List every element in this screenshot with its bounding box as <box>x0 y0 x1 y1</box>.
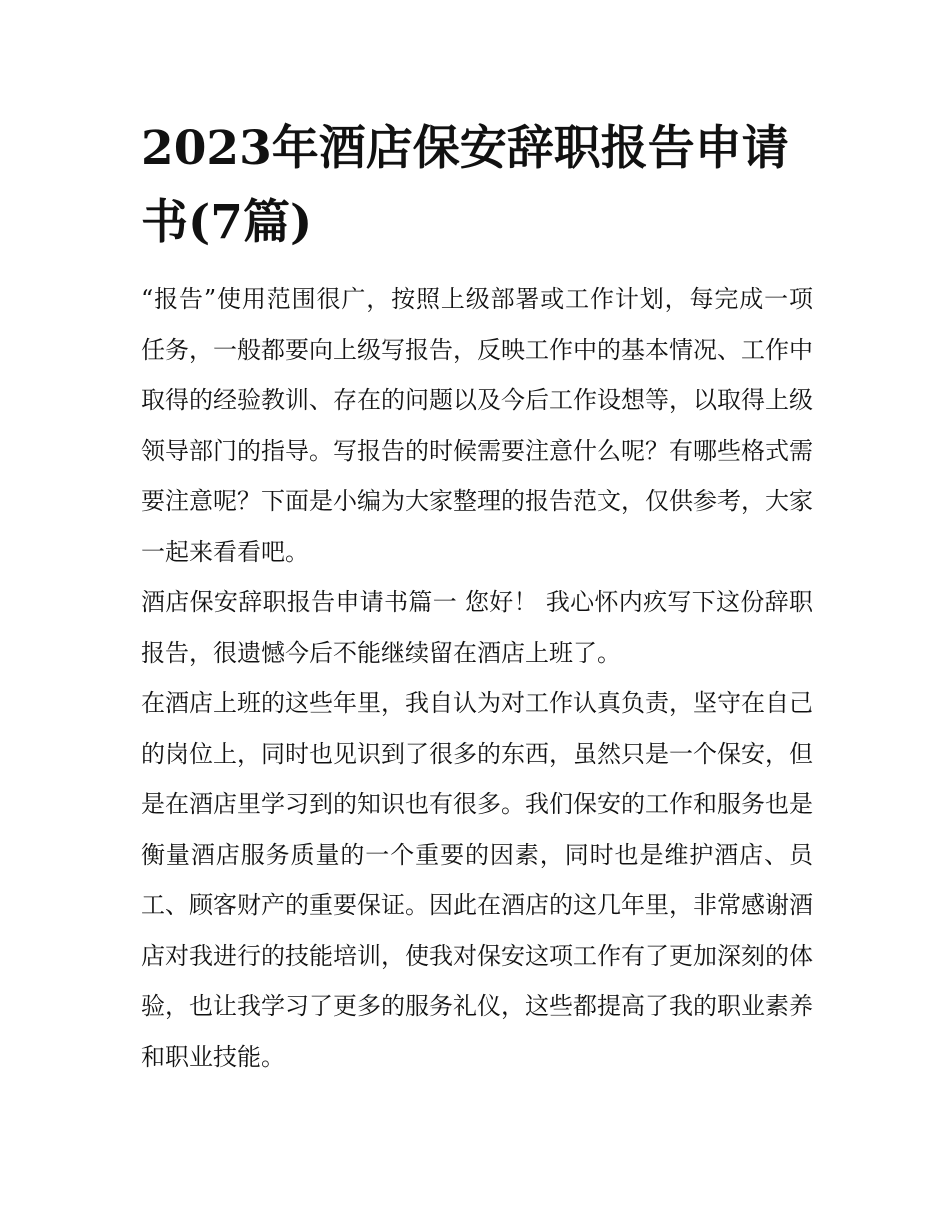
paragraph-greeting: 酒店保安辞职报告申请书篇一 您好！ 我心怀内疚写下这份辞职报告，很遗憾今后不能继续留在酒店上班了。 <box>141 588 813 667</box>
document-title: 2023年酒店保安辞职报告申请书(7篇) <box>141 121 789 250</box>
paragraph-intro: “报告”使用范围很广，按照上级部署或工作计划，每完成一项任务，一般都要向上级写报告，反映工作中的基本情况、工作中取得的经验教训、存在的问题以及今后工作设想等，以取得上级领导部门的指导。写报告的时候需要注意什么呢？有哪些格式需要注意呢？下面是小编为大家整理的报告范文，仅供参考，大家一起来看看吧。 <box>141 285 813 566</box>
document-page <box>141 112 813 1082</box>
paragraph-body: 在酒店上班的这些年里，我自认为对工作认真负责，坚守在自己的岗位上，同时也见识到了很多的东西，虽然只是一个保安，但是在酒店里学习到的知识也有很多。我们保安的工作和服务也是衡量酒店服务质量的一个重要的因素，同时也是维护酒店、员工、顾客财产的重要保证。因此在酒店的这几年里，非常感谢酒店对我进行的技能培训，使我对保安这项工作有了更加深刻的体验，也让我学习了更多的服务礼仪，这些都提高了我的职业素养和职业技能。 <box>141 689 813 1071</box>
